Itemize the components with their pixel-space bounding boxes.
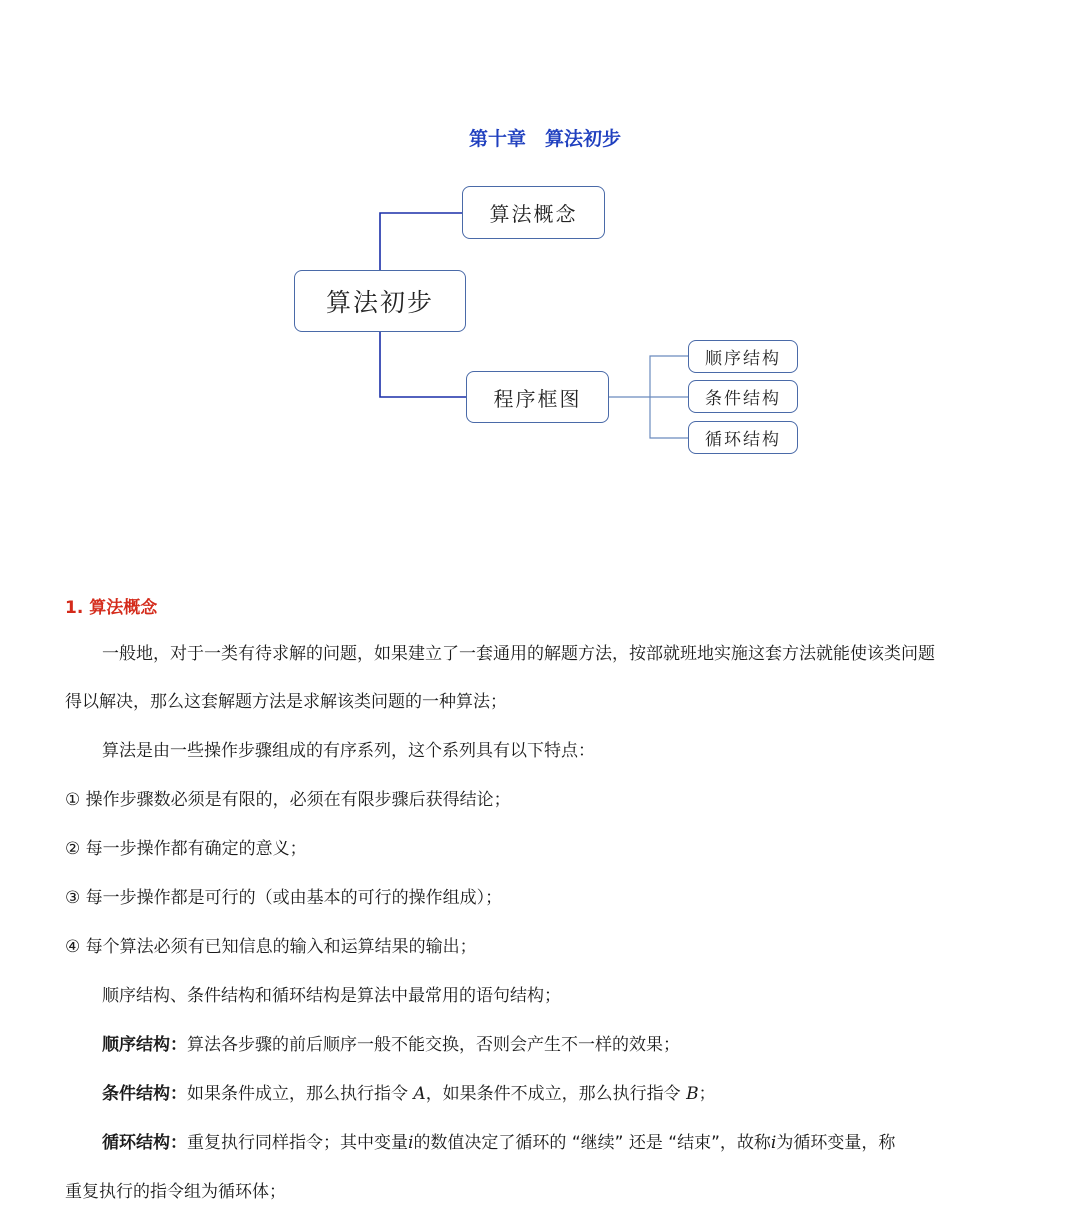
leaf-conditional: 条件结构 <box>688 380 798 413</box>
loop-definition <box>102 1131 1080 1155</box>
feature-item-2: ② 每一步操作都有确定的意义； <box>65 839 307 859</box>
conditional-definition <box>102 1082 1080 1106</box>
loop-variable: i <box>408 1133 414 1153</box>
flowchart-node: 程序框图 <box>466 371 609 423</box>
conditional-text-a: 如果条件成立，那么执行指令 <box>187 1084 408 1104</box>
conditional-text-b: ，如果条件不成立，那么执行指令 <box>425 1084 681 1104</box>
leaf-loop: 循环结构 <box>688 421 798 454</box>
chapter-title: 第十章 算法初步 <box>468 128 621 150</box>
feature-item-1: ① 操作步骤数必须是有限的，必须在有限步骤后获得结论； <box>65 790 511 810</box>
root-node: 算法初步 <box>294 270 466 332</box>
sequential-text: 算法各步骤的前后顺序一般不能交换，否则会产生不一样的效果； <box>187 1035 680 1055</box>
sequential-definition <box>102 1033 1080 1057</box>
loop-variable-2: i <box>770 1133 777 1153</box>
loop-text-c: 为循环变量，称 <box>776 1133 896 1153</box>
sequential-label: 顺序结构： <box>102 1035 187 1055</box>
feature-item-4: ④ 每个算法必须有已知信息的输入和运算结果的输出； <box>65 937 477 957</box>
conditional-text-c: ； <box>698 1084 716 1104</box>
loop-text-b: 的数值决定了循环的 “继续” 还是 “结束”，故称 <box>413 1133 771 1153</box>
variable-b: B <box>686 1084 699 1104</box>
paragraph-1-line-1: 一般地，对于一类有待求解的问题，如果建立了一套通用的解题方法，按部就班地实施这套方法就能使该类问题 <box>102 644 935 664</box>
concept-node: 算法概念 <box>462 186 605 239</box>
variable-a: A <box>413 1084 426 1104</box>
paragraph-3: 顺序结构、条件结构和循环结构是算法中最常用的语句结构； <box>102 986 561 1006</box>
mind-map <box>0 0 1080 480</box>
paragraph-2: 算法是由一些操作步骤组成的有序系列，这个系列具有以下特点： <box>102 741 595 761</box>
feature-item-3: ③ 每一步操作都是可行的（或由基本的可行的操作组成）； <box>65 888 503 908</box>
paragraph-1-line-2: 得以解决，那么这套解题方法是求解该类问题的一种算法； <box>65 692 507 712</box>
conditional-label: 条件结构： <box>102 1084 187 1104</box>
loop-label: 循环结构： <box>102 1133 187 1153</box>
section-heading: 1. 算法概念 <box>65 598 158 618</box>
loop-text-a: 重复执行同样指令；其中变量 <box>187 1133 408 1153</box>
leaf-sequential: 顺序结构 <box>688 340 798 373</box>
loop-definition-line-2: 重复执行的指令组为循环体； <box>65 1182 286 1202</box>
